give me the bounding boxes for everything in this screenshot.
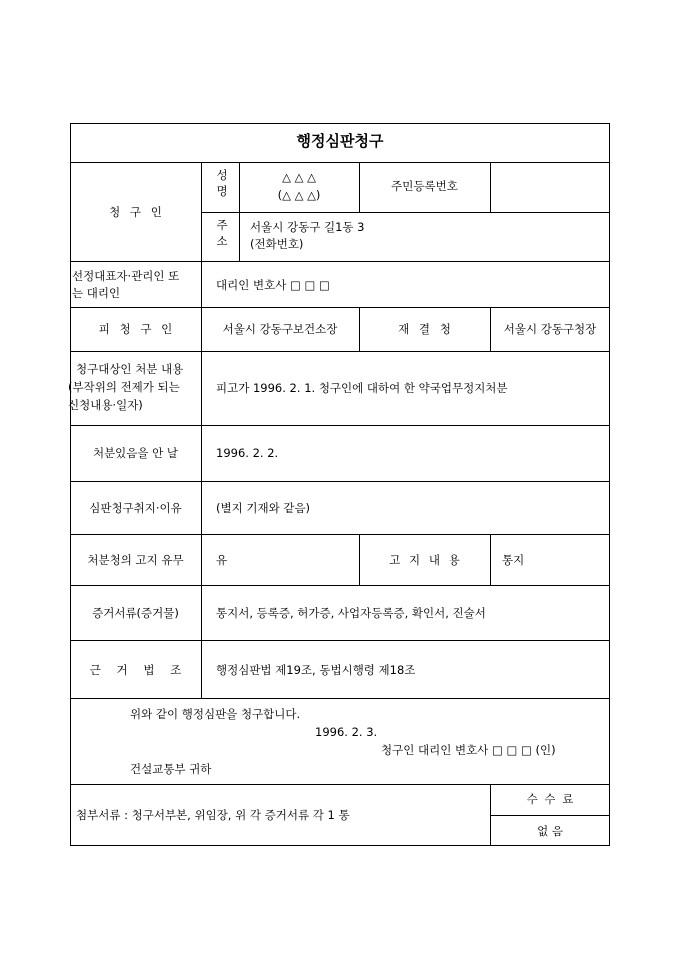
- representative-value: 대리인 변호사 □ □ □: [216, 278, 330, 292]
- disposition-label-2: (부작위의 전제가 되는: [68, 380, 180, 394]
- claimant-name-alt: (△ △ △): [277, 188, 321, 202]
- administrative-appeal-form: [70, 123, 610, 846]
- address-label: 주 소: [216, 218, 228, 248]
- adjudicator-value: 서울시 강동구청장: [503, 322, 597, 336]
- legal-basis-value: 행정심판법 제19조, 동법시행령 제18조: [216, 663, 416, 677]
- legal-basis-label: 근 거 법 조: [89, 663, 182, 677]
- name-label: 성 명: [216, 168, 228, 198]
- notice-date-label: 처분있음을 안 날: [92, 446, 179, 460]
- disposition-value: 피고가 1996. 2. 1. 청구인에 대하여 한 약국업무정지처분: [216, 381, 508, 395]
- disposition-label: 청구대상인 처분 내용: [76, 362, 184, 376]
- claimant-label: 청 구 인: [109, 205, 162, 219]
- resident-id-value[interactable]: [490, 178, 609, 194]
- address-value: 서울시 강동구 길1동 3: [250, 220, 365, 234]
- phone-value: (전화번호): [250, 237, 304, 251]
- claimant-name: △ △ △: [282, 170, 316, 184]
- evidence-label: 증거서류(증거물): [92, 606, 179, 620]
- disposition-label-3: 신청내용·일자): [68, 398, 143, 412]
- representative-label: 선정대표자·관리인 또: [72, 269, 180, 283]
- notification-content-value: 통지: [502, 553, 525, 567]
- attachments-value: 첨부서류 : 청구서부본, 위임장, 위 각 증거서류 각 1 통: [76, 808, 350, 822]
- request-addressee: 건설교통부 귀하: [130, 762, 212, 776]
- purpose-value: (별지 기재와 같음): [216, 501, 311, 515]
- request-date: 1996. 2. 3.: [315, 725, 378, 739]
- representative-label-2: 는 대리인: [72, 286, 121, 300]
- notification-value: 유: [216, 553, 228, 567]
- adjudicator-label: 재 결 청: [398, 322, 451, 336]
- fee-label: 수 수 료: [526, 792, 574, 806]
- purpose-label: 심판청구취지·이유: [89, 501, 182, 515]
- notice-date-value: 1996. 2. 2.: [216, 446, 279, 460]
- request-signer: 청구인 대리인 변호사 □ □ □ (인): [381, 743, 556, 757]
- fee-value: 없 음: [537, 824, 563, 838]
- notification-label: 처분청의 고지 유무: [87, 553, 184, 567]
- notification-content-label: 고 지 내 용: [389, 553, 460, 567]
- respondent-value: 서울시 강동구보건소장: [222, 322, 338, 336]
- request-statement: 위와 같이 행정심판을 청구합니다.: [130, 707, 301, 721]
- evidence-value: 통지서, 등록증, 허가증, 사업자등록증, 확인서, 진술서: [216, 606, 486, 620]
- form-title: 행정심판청구: [296, 132, 384, 150]
- respondent-label: 피 청 구 인: [98, 322, 173, 336]
- resident-id-label: 주민등록번호: [391, 179, 458, 193]
